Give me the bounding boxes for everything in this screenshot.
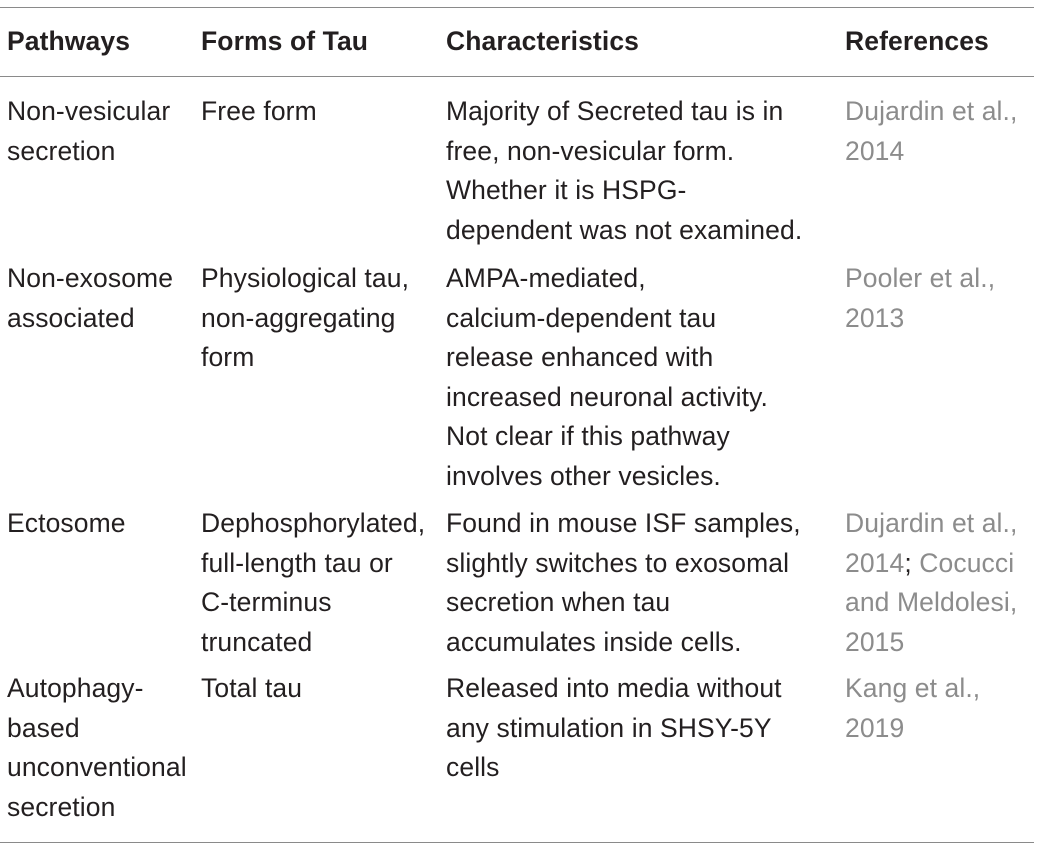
header-forms-of-tau: Forms of Tau — [201, 26, 369, 56]
row-1-pathway: Non-vesicular secretion — [7, 96, 171, 166]
row-2-pathway: Non-exosome associated — [7, 263, 174, 333]
row-1-reference — [845, 92, 1017, 171]
row-2-form: Physiological tau, non-aggregating form — [201, 263, 410, 372]
header-references: References — [845, 26, 989, 56]
table-top-rule — [0, 7, 1034, 8]
row-2-reference — [845, 259, 995, 338]
reference-link[interactable]: Dujardin et al., 2014 — [845, 508, 1018, 578]
reference-link[interactable]: Cocucci and Meldolesi, 2015 — [845, 547, 1018, 657]
row-1-characteristics: Majority of Secreted tau is in free, non-vesicular form. Whether it is HSPG- dependent was not examined. — [446, 96, 803, 245]
header-pathways: Pathways — [7, 26, 131, 56]
row-1-form: Free form — [201, 96, 317, 126]
reference-link[interactable]: Kang et al., 2019 — [845, 673, 981, 743]
reference-link[interactable]: Pooler et al., 2013 — [845, 263, 996, 333]
header-rule — [0, 76, 1034, 77]
row-3-form: Dephosphorylated, full-length tau or C-terminus truncated — [201, 508, 426, 657]
reference-link[interactable]: Dujardin et al., 2014 — [845, 96, 1018, 166]
row-3-characteristics: Found in mouse ISF samples, slightly switches to exosomal secretion when tau accumulates inside cells. — [446, 508, 801, 657]
row-3-reference — [845, 504, 1017, 662]
table-bottom-rule — [0, 842, 1034, 843]
row-4-pathway: Autophagy- based unconventional secretion — [7, 673, 187, 822]
header-characteristics: Characteristics — [446, 26, 639, 56]
row-4-form: Total tau — [201, 673, 303, 703]
reference-separator: ; — [904, 547, 920, 578]
row-4-reference — [845, 669, 980, 748]
row-3-pathway: Ectosome — [7, 508, 126, 538]
row-2-characteristics: AMPA-mediated, calcium-dependent tau release enhanced with increased neuronal activity. Not clear if this pathway involves other vesicles. — [446, 263, 768, 491]
row-4-characteristics: Released into media without any stimulation in SHSY-5Y cells — [446, 673, 782, 782]
